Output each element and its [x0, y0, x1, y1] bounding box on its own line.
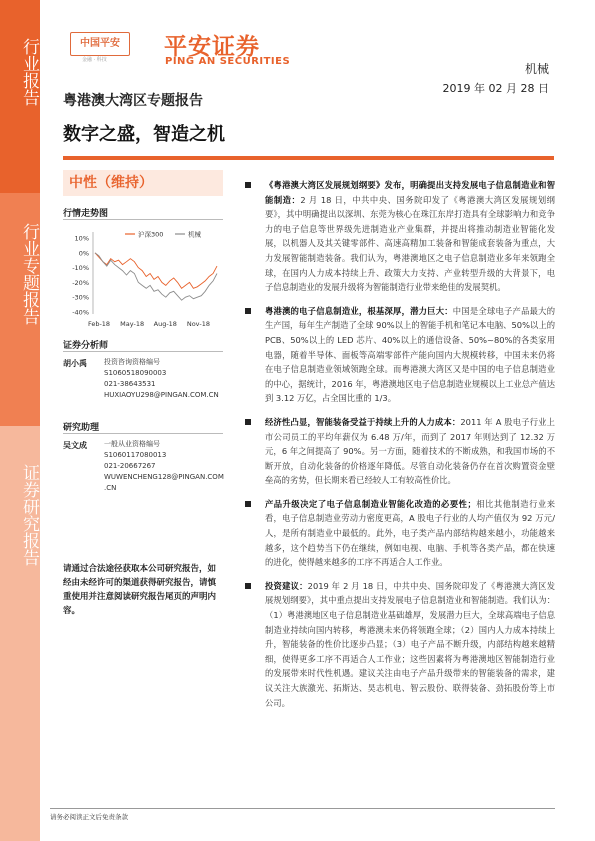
- price-trend-chart: [63, 228, 223, 332]
- footer-divider: [50, 808, 555, 809]
- x-tick-label: Nov-18: [186, 320, 210, 328]
- analyst-2-line: 一般从业资格编号: [104, 440, 160, 448]
- key-points-list: [243, 178, 555, 719]
- footer-note: 请务必阅读正文后免责条款: [50, 813, 128, 821]
- analyst-1-line: 021-38643531: [104, 380, 156, 388]
- key-point: [243, 415, 555, 488]
- logo-tagline: 金融 · 科技: [82, 57, 107, 63]
- analyst-2-info: [104, 439, 224, 494]
- key-point-heading: 经济性凸显，智能装备受益于持续上升的人力成本：: [265, 416, 461, 427]
- bullet-square-icon: [245, 182, 251, 188]
- sidebar: [0, 0, 40, 841]
- analyst-2-email: WUWENCHENG128@PINGAN.COM: [104, 473, 224, 481]
- assistant-section-title: 研究助理: [63, 423, 100, 433]
- analyst-2-line: S1060117080013: [104, 451, 167, 459]
- chart-section-title: 行情走势图: [63, 209, 109, 219]
- key-point-heading: 投资建议：: [265, 580, 308, 591]
- key-point-heading: 产品升级决定了电子信息制造业智能化改造的必要性；: [265, 498, 476, 509]
- header-divider: [63, 156, 554, 160]
- sidebar-label-topic-report: 行业专题报告: [19, 223, 39, 325]
- y-tick-label: -30%: [72, 293, 89, 302]
- key-point-body: 2011 年 A 股电子行业上市公司员工的平均年薪仅为 6.48 万/年，而到了 2017 年则达到了 12.32 万元，6 年之间提高了 90%。另一方面，随着技术的不断成熟，和我国市场的不断开放，自动化装备的价格逐年降低。尽管自动化装备仍存在首次购置资金壁垒高的劣势，但长期来看已经较人工有较高性价比。: [265, 416, 555, 486]
- analyst-2-line: 021-20667267: [104, 462, 156, 470]
- report-title: 粤港澳大湾区专题报告: [63, 93, 203, 109]
- key-point: [243, 579, 555, 710]
- legend-label: 沪深300: [138, 230, 164, 239]
- analyst-1-info: [104, 357, 219, 401]
- key-point: [243, 497, 555, 570]
- legend-label: 机械: [188, 230, 201, 239]
- y-tick-label: -10%: [72, 264, 89, 273]
- disclaimer-text: 请通过合法途径获取本公司研究报告，如经由未经许可的渠道获得研究报告，请慎重使用并注意阅读研究报告尾页的声明内容。: [63, 564, 217, 616]
- y-tick-label: -40%: [72, 308, 89, 317]
- ping-an-logo: 中国平安: [70, 32, 130, 56]
- brand-name-cn: 平安证券: [164, 34, 260, 60]
- rating-text: 中性（维持）: [69, 175, 153, 191]
- sidebar-label-industry-report: 行业报告: [19, 38, 39, 106]
- key-point-body: 中国是全球电子产品最大的生产国，每年生产制造了全球 90%以上的智能手机和笔记本电脑、50%以上的 PCB、50%以上的 LED 芯片、40%以上的通信设备、50%~80%的各类家用电器，随着半导体、面板等高端零部件产能向国内大规模转移，中国未来仍将在电子信息制造业领域领跑全球。而粤港澳大湾区又是中国的电子信息制造业的中心，据统计，2016 年，粤港澳地区电子信息制造业规模以上工业总产值达到 3.12 万亿，占全国比重的 1/3。: [265, 305, 555, 404]
- report-date: 2019 年 02 月 28 日: [442, 82, 549, 95]
- analyst-1-line: 投资咨询资格编号: [104, 358, 160, 366]
- analyst-section-title: 证券分析师: [63, 341, 109, 351]
- y-tick-label: 10%: [74, 234, 89, 243]
- series-line-1: [95, 253, 217, 300]
- x-tick-label: Feb-18: [87, 320, 111, 328]
- key-point: [243, 304, 555, 406]
- series-line-0: [95, 253, 217, 288]
- sidebar-segment-topic-report: [0, 193, 40, 426]
- sidebar-label-research-report: 证券研究报告: [19, 464, 39, 566]
- analyst-1-line: S1060518090003: [104, 369, 167, 377]
- key-point-heading: 《粤港澳大湾区发展规划纲要》发布，明确提出支持发展电子信息制造业和智能制造：: [265, 180, 555, 205]
- key-point-heading: 粤港澳的电子信息制造业，根基深厚，潜力巨大：: [265, 305, 453, 316]
- bullet-square-icon: [245, 583, 251, 589]
- sidebar-segment-industry-report: [0, 0, 40, 193]
- bullet-square-icon: [245, 308, 251, 314]
- key-point-body: 2019 年 2 月 18 日，中共中央、国务院印发了《粤港澳大湾区发展规划纲要》，其中重点提出支持发展电子信息制造业和智能制造。我们认为：（1）粤港澳地区电子信息制造业基础雄厚，发展潜力巨大，全球高端电子信息制造业持续向国内转移，粤港澳未来仍将领跑全球；（2）国内人力成本持续上升，智能装备的性价比逐步凸显；（3）电子产品不断升级，内部结构越来越精细，使得更多工序不再适合人工作业；这些因素将为粤港澳地区智能制造行业的发展带来时代性机遇。建议关注由电子产品升级带来的智能装备的需求，建议关注大族激光、拓斯达、昊志机电、智云股份、联得装备、劲拓股份等上市公司。: [265, 580, 555, 708]
- brand-name-en: PING AN SECURITIES: [165, 56, 291, 67]
- analyst-2-email-tail: .CN: [104, 484, 117, 492]
- headline: 数字之盛，智造之机: [63, 124, 225, 145]
- chart-section-rule: [63, 219, 223, 220]
- y-tick-label: -20%: [72, 278, 89, 287]
- rating-badge: [63, 170, 223, 196]
- analyst-1-name: 胡小禹: [63, 359, 87, 368]
- bullet-square-icon: [245, 419, 251, 425]
- key-point-body: 2 月 18 日，中共中央、国务院印发了《粤港澳大湾区发展规划纲要》，其中明确提出以深圳、东莞为核心在珠江东岸打造具有全球影响力和竞争力的电子信息等世界级先进制造业产业集群，并提出将推动制造业智能化发展，以机器人及其关键零部件、高速高精加工装备和智能成套装备为重点，大力发展智能制造装备。我们认为，粤港澳地区之电子信息制造业多年来领跑全球，在国内人力成本持续上升、政策大力支持、产业转型升级的大背景下，电子信息制造业的发展升级将为智能制造行业带来绝佳的发展契机。: [265, 194, 555, 293]
- y-tick-label: 0%: [78, 249, 89, 258]
- x-tick-label: May-18: [120, 320, 145, 328]
- sidebar-segment-research-report: [0, 426, 40, 841]
- key-point-body: 相比其他制造行业来看，电子信息制造业劳动力密度更高，A 股电子行业的人均产值仅为 92 万元/人，是所有制造业中最低的。此外，电子类产品内部结构越来越小，功能越来越多，这个趋势当下仍在继续，例如电视、电脑、手机等各类产品，都在快速的进化，使得越来越多的工序不再适合人工作业。: [265, 498, 555, 568]
- analyst-1-email: HUXIAOYU298@PINGAN.COM.CN: [104, 391, 219, 399]
- analyst-2-name: 吴文成: [63, 441, 87, 450]
- assistant-section-rule: [63, 433, 223, 434]
- bullet-square-icon: [245, 501, 251, 507]
- x-tick-label: Aug-18: [153, 320, 177, 328]
- industry-label: 机械: [524, 62, 549, 76]
- key-point: [243, 178, 555, 295]
- analyst-section-rule: [63, 351, 223, 352]
